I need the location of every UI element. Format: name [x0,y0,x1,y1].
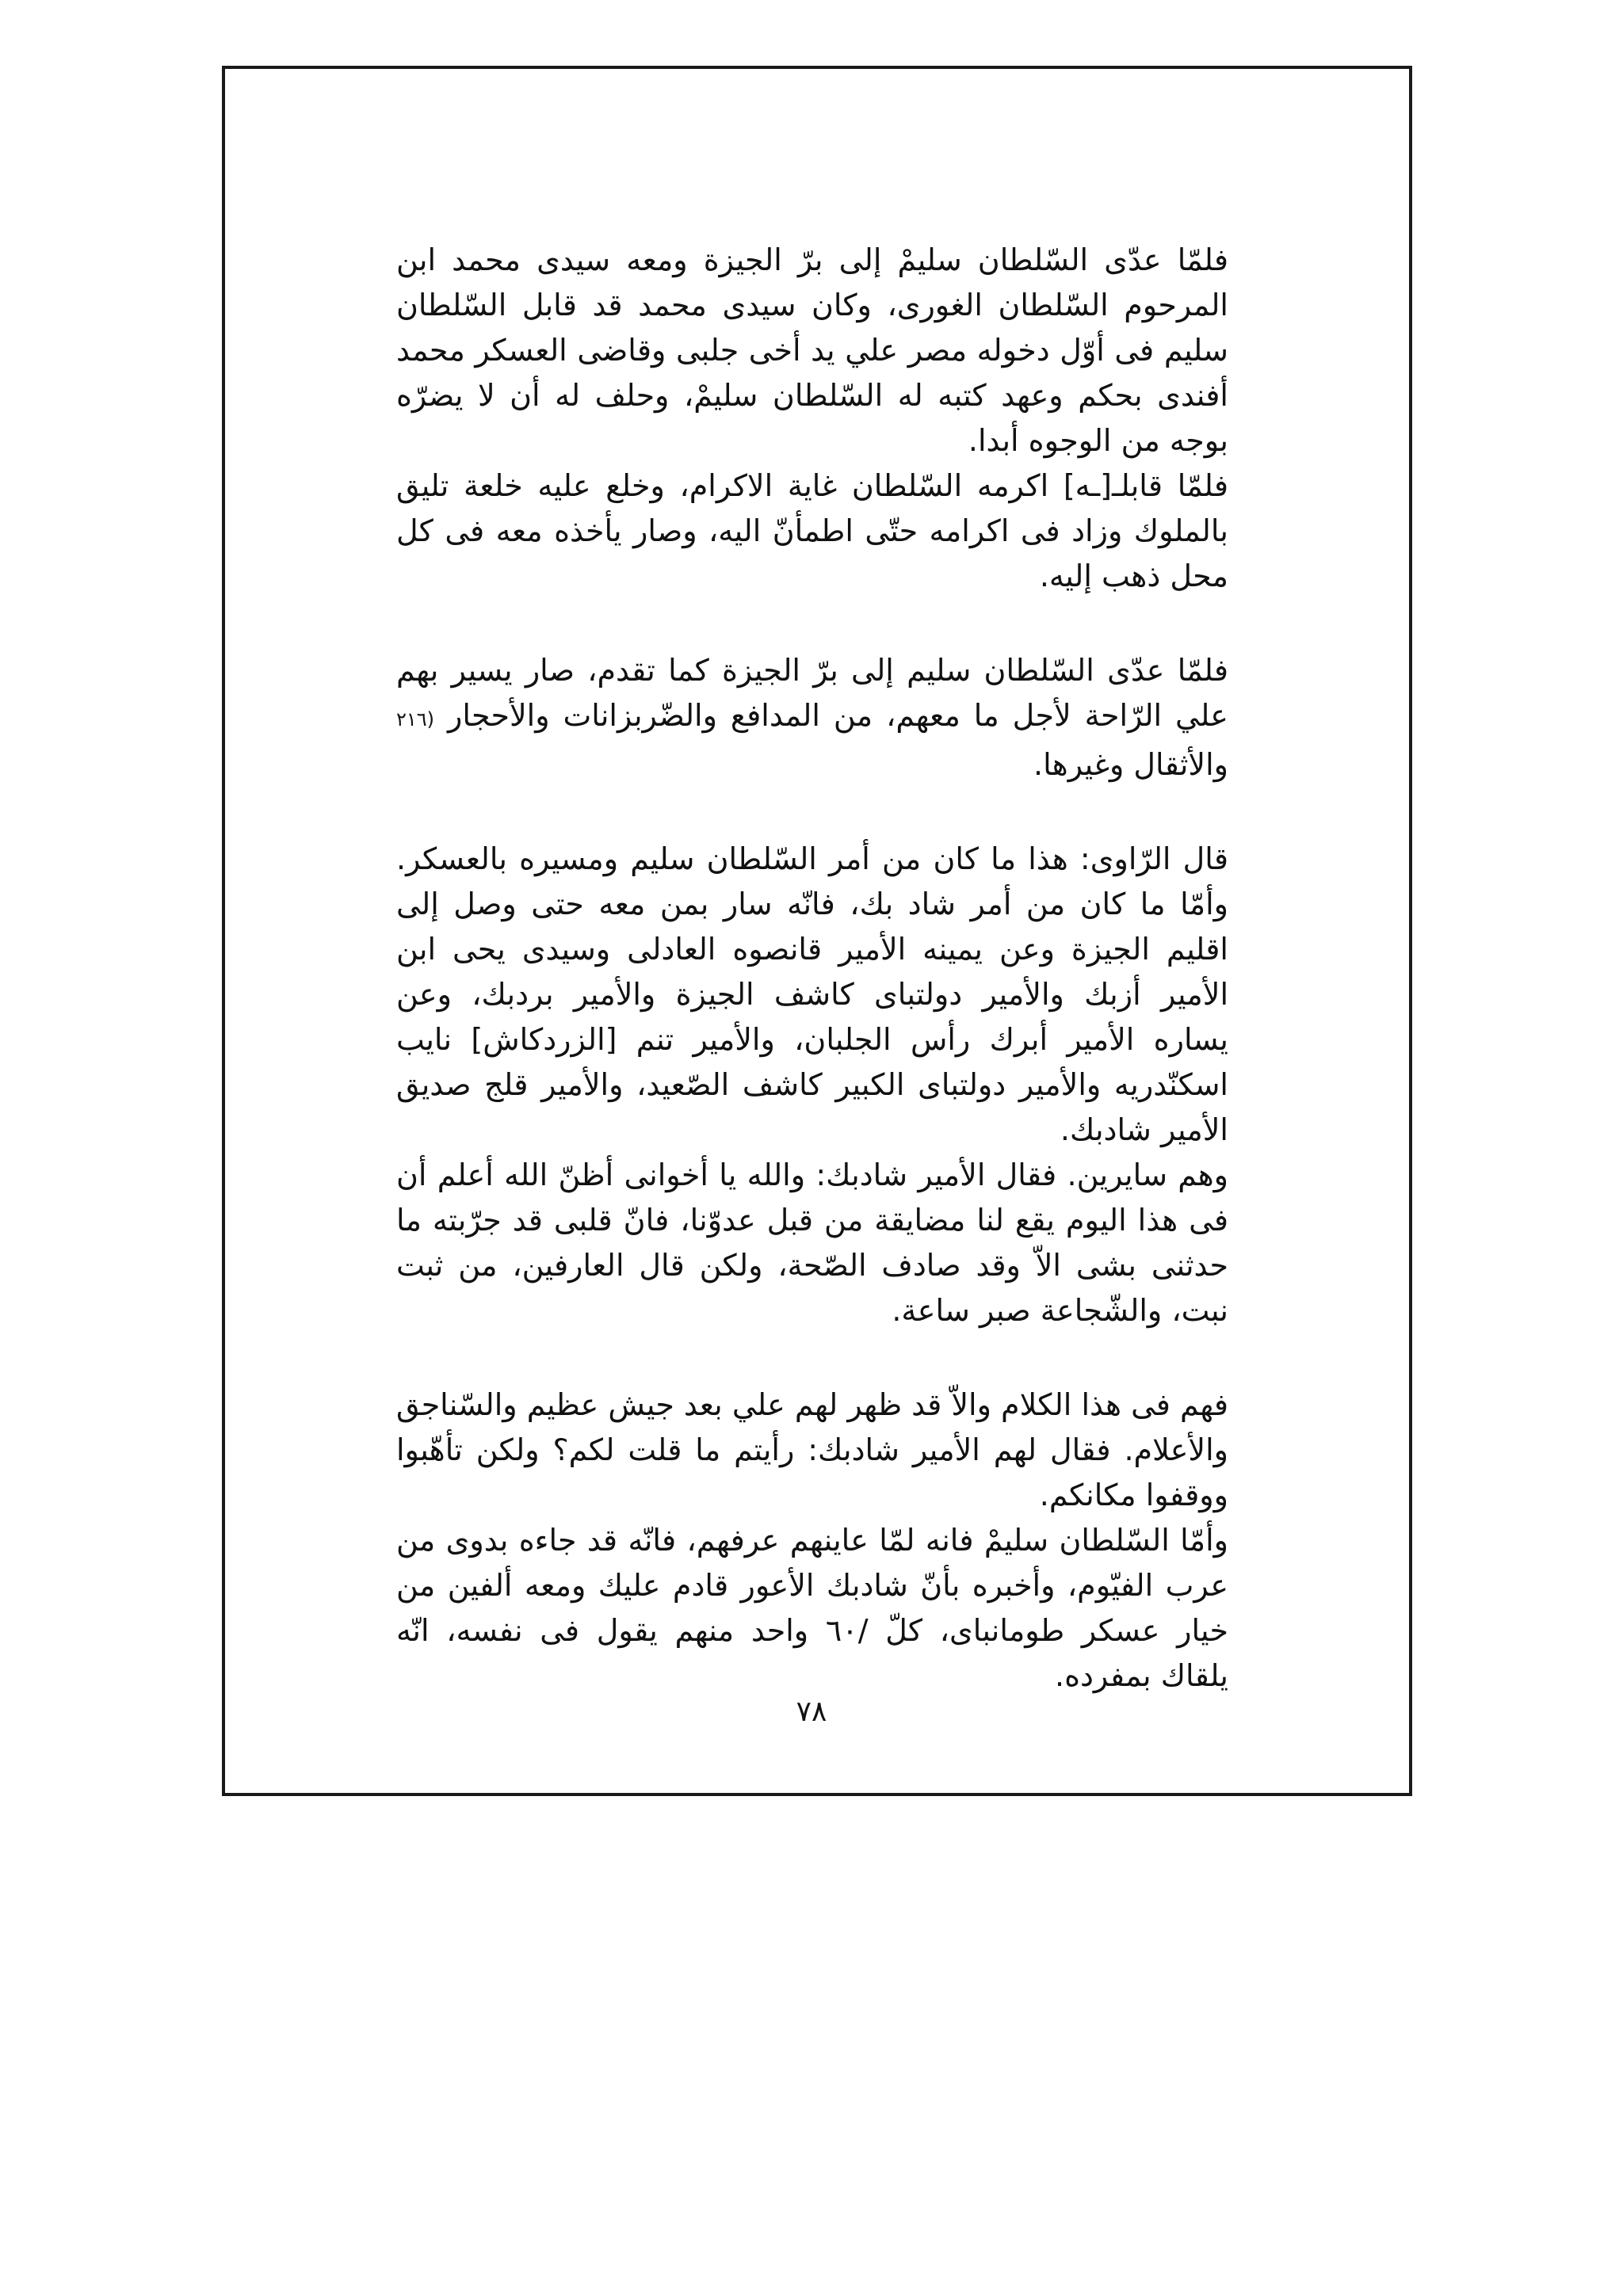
paragraph-gap [396,599,1228,648]
paragraph-6: فهم فى هذا الكلام والاّ قد ظهر لهم علي بعد جيش عظيم والسّناجق والأعلام. فقال لهم الأمير شادبك: رأيتم ما قلت لكم؟ ولكن تأهّبوا ووقفوا مكانكم. [396,1387,1228,1512]
paragraph-4: قال الرّاوى: هذا ما كان من أمر السّلطان سليم ومسيره بالعسكر. وأمّا ما كان من أمر شاد بك، فانّه سار بمن معه حتى وصل إلى اقليم الجيزة وعن يمينه الأمير قانصوه العادلى وسيدى يحى ابن الأمير أزبك والأمير دولتباى كاشف الجيزة والأمير بردبك، وعن يساره الأمير أبرك رأس الجلبان، والأمير تنم [الزردكاش] نايب اسكنّدريه والأمير دولتباى الكبير كاشف الصّعيد، والأمير قلج صديق الأمير شادبك. [396,841,1228,1147]
page-number: ٧٨ [796,1695,827,1728]
paragraph-5: وهم سايرين. فقال الأمير شادبك: والله يا أخوانى أظنّ الله أعلم أن فى هذا اليوم يقع لنا مضايقة من قبل عدوّنا، فانّ قلبى قد جرّبته ما حدثنى بشى الاّ وقد صادف الصّحة، ولكن قال العارفين، من ثبت نبت، والشّجاعة صبر ساعة. [396,1158,1228,1328]
paragraph-3 [396,648,1228,788]
paragraph-7-text: وأمّا السّلطان سليمْ فانه لمّا عاينهم عرفهم، فانّه قد جاءه بدوى من عرب الفيّوم، وأخبره بأنّ شادبك الأعور قادم عليك ومعه ألفين من خيار عسكر طومانباى، كلّ [396,1523,1228,1648]
paragraph-3-tail: والأثقال وغيرها. [1033,747,1228,782]
paragraph-1: فلمّا عدّى السّلطان سليمْ إلى برّ الجيزة ومعه سيدى محمد ابن المرحوم السّلطان الغورى، وكان سيدى محمد قد قابل السّلطان سليم فى أوّل دخوله مصر علي يد أخى جلبى وقاضى العسكر محمد أفندى بحكم وعهد كتبه له السّلطان سليمْ، وحلف له أن لا يضرّه بوجه من الوجوه أبدا. [396,242,1228,458]
folio-marker: /٦٠ [825,1613,886,1648]
paragraph-3-text: فلمّا عدّى السّلطان سليم إلى برّ الجيزة كما تقدم، صار يسير بهم علي الرّاحة لأجل ما معهم، من المدافع والضّربزانات والأحجار [396,653,1228,733]
paragraph-gap [396,1333,1228,1383]
paragraph-gap [396,788,1228,837]
footnote-reference: (٢١٦ [396,708,435,730]
paragraph-7-tail: واحد منهم يقول فى نفسه، انّه يلقاك بمفرده. [396,1613,1228,1693]
body-text [396,238,1228,1699]
paragraph-7 [396,1518,1228,1699]
paragraph-2: فلمّا قابلـ[ـه] اكرمه السّلطان غاية الاكرام، وخلع عليه خلعة تليق بالملوك وزاد فى اكرامه حتّى اطمأنّ اليه، وصار يأخذه معه فى كل محل ذهب إليه. [396,468,1228,593]
